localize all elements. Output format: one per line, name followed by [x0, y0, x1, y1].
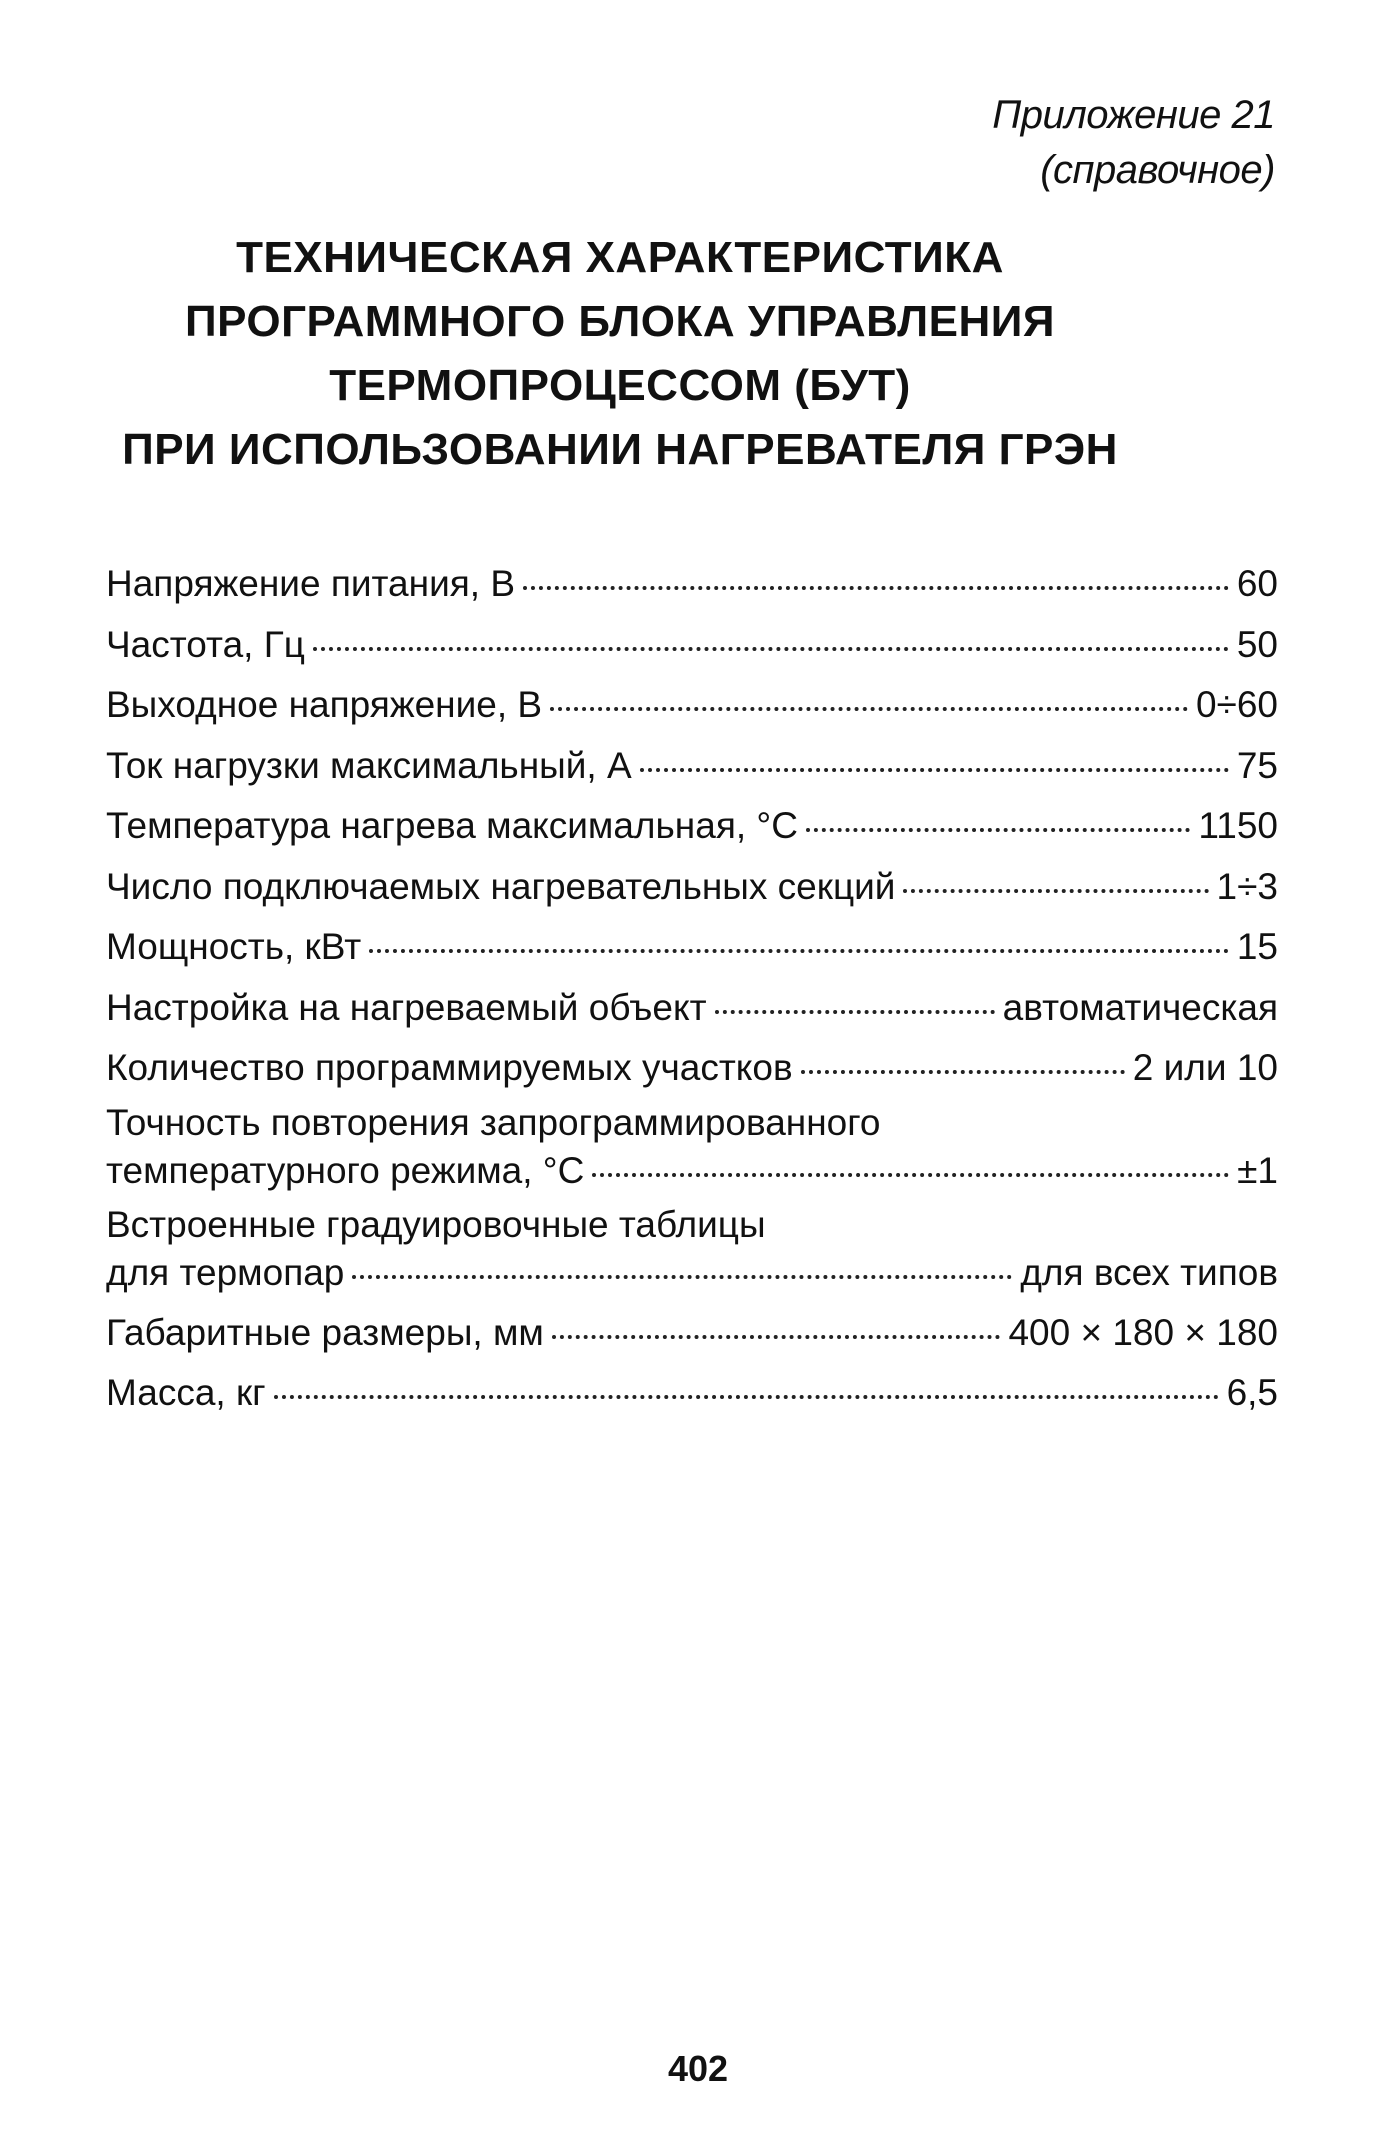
spec-row-mass [106, 1363, 1278, 1424]
page-title [100, 226, 1140, 482]
spec-row-accuracy [106, 1099, 1278, 1195]
spec-value: 50 [1236, 623, 1278, 665]
spec-row-heater-sections [106, 857, 1278, 918]
spec-label: Настройка на нагреваемый объект [106, 986, 707, 1028]
spec-row-power [106, 917, 1278, 978]
dot-leader [274, 1395, 1219, 1399]
spec-label: Число подключаемых нагревательных секций [106, 865, 896, 907]
dot-leader [801, 1070, 1125, 1074]
spec-value: ±1 [1237, 1149, 1278, 1191]
spec-row-supply-voltage [106, 554, 1278, 615]
dot-leader [715, 1010, 995, 1014]
spec-value: 75 [1236, 744, 1278, 786]
spec-value: для всех типов [1020, 1251, 1278, 1293]
dot-leader [592, 1173, 1229, 1177]
spec-value: 2 или 10 [1132, 1047, 1278, 1088]
dot-leader [352, 1275, 1012, 1279]
spec-value: 60 [1236, 563, 1278, 604]
spec-label: Точность повторения запрограммированного [106, 1101, 881, 1143]
spec-label: Температура нагрева максимальная, °С [106, 805, 798, 846]
dot-leader [313, 647, 1229, 651]
dot-leader [806, 828, 1190, 832]
spec-value: автоматическая [1002, 986, 1278, 1028]
title-line: ТЕРМОПРОЦЕССОМ (БУТ) [329, 361, 911, 410]
spec-label: Габаритные размеры, мм [106, 1311, 544, 1353]
spec-row-program-segments [106, 1038, 1278, 1099]
dot-leader [550, 707, 1188, 711]
spec-label: для термопар [106, 1251, 345, 1293]
spec-value: 0÷60 [1195, 684, 1278, 725]
spec-row-calibration-tables [106, 1201, 1278, 1297]
spec-label: Частота, Гц [106, 623, 305, 665]
dot-leader [523, 586, 1229, 590]
spec-label: Ток нагрузки максимальный, А [106, 744, 632, 786]
spec-label: Выходное напряжение, В [106, 684, 543, 725]
appendix-number: Приложение 21 [992, 93, 1275, 137]
appendix-note [992, 88, 1275, 198]
dot-leader [552, 1335, 1001, 1339]
spec-row-frequency [106, 615, 1278, 676]
spec-label: Напряжение питания, В [106, 563, 516, 604]
dot-leader [903, 889, 1208, 893]
spec-value: 1÷3 [1216, 865, 1278, 907]
spec-value: 400 × 180 × 180 [1008, 1311, 1278, 1353]
spec-row-max-temperature [106, 796, 1278, 857]
spec-row-output-voltage [106, 675, 1278, 736]
spec-label: Мощность, кВт [106, 926, 362, 967]
page-number: 402 [667, 2048, 729, 2089]
dot-leader [369, 949, 1229, 953]
spec-value: 15 [1236, 926, 1278, 967]
spec-row-tuning [106, 978, 1278, 1039]
spec-row-load-current [106, 736, 1278, 797]
spec-label: Встроенные градуировочные таблицы [106, 1203, 766, 1245]
title-line: ПРИ ИСПОЛЬЗОВАНИИ НАГРЕВАТЕЛЯ ГРЭН [122, 425, 1118, 474]
spec-list [106, 554, 1278, 1424]
spec-label: температурного режима, °С [106, 1149, 585, 1191]
dot-leader [640, 768, 1229, 772]
title-line: ТЕХНИЧЕСКАЯ ХАРАКТЕРИСТИКА [236, 233, 1004, 282]
spec-value: 6,5 [1226, 1372, 1278, 1413]
appendix-type: (справочное) [1040, 148, 1275, 192]
spec-label: Количество программируемых участков [106, 1047, 793, 1088]
spec-value: 1150 [1198, 805, 1278, 846]
spec-row-dimensions [106, 1303, 1278, 1364]
title-line: ПРОГРАММНОГО БЛОКА УПРАВЛЕНИЯ [184, 297, 1056, 346]
spec-label: Масса, кг [106, 1372, 266, 1413]
